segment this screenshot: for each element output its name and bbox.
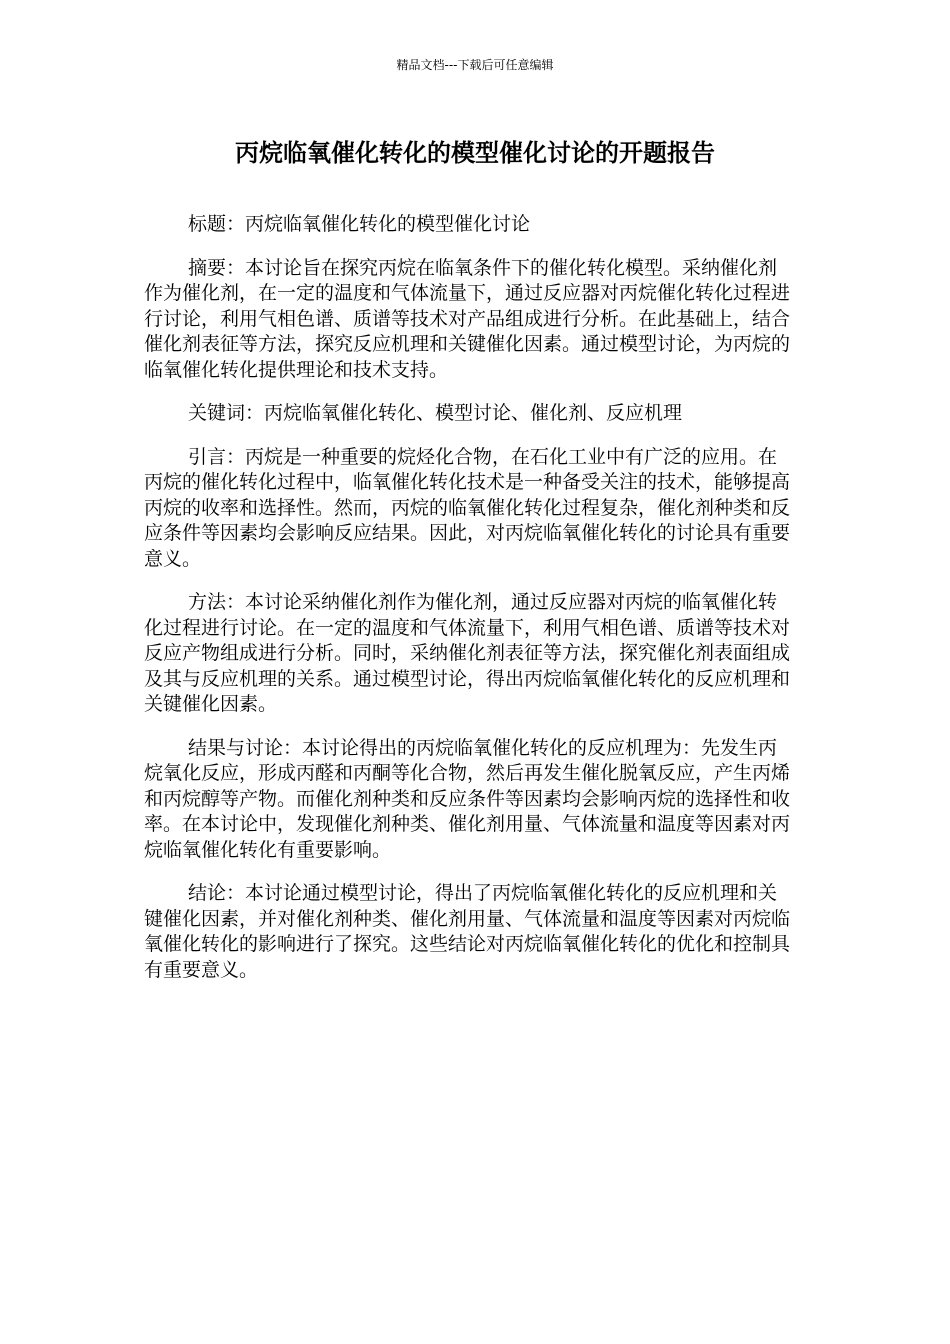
section-label: 结果与讨论： bbox=[188, 736, 303, 759]
section-label: 结论： bbox=[188, 882, 246, 904]
section-conclusion bbox=[144, 881, 796, 983]
section-label: 引言： bbox=[188, 445, 246, 468]
document-body bbox=[144, 212, 796, 1001]
section-abstract bbox=[144, 256, 796, 384]
section-text: 丙烷是一种重要的烷烃化合物，在石化工业中有广泛的应用。在丙烷的催化转化过程中，临氧催化转化技术是一种备受关注的技术，能够提高丙烷的收率和选择性。然而，丙烷的临氧催化转化过程复杂，催化剂种类和反应条件等因素均会影响反应结果。因此，对丙烷临氧催化转化的讨论具有重要意义。 bbox=[144, 445, 791, 570]
section-label: 摘要： bbox=[188, 256, 246, 279]
section-title-field bbox=[144, 212, 796, 238]
section-text: 本讨论得出的丙烷临氧催化转化的反应机理为：先发生丙烷氧化反应，形成丙醛和丙酮等化合物，然后再发生催化脱氧反应，产生丙烯和丙烷醇等产物。而催化剂种类和反应条件等因素均会影响丙烷的选择性和收率。在本讨论中，发现催化剂种类、催化剂用量、气体流量和温度等因素对丙烷临氧催化转化有重要影响。 bbox=[144, 736, 791, 861]
section-text: 丙烷临氧催化转化的模型催化讨论 bbox=[245, 213, 531, 235]
section-label: 标题： bbox=[188, 213, 246, 235]
page-title: 丙烷临氧催化转化的模型催化讨论的开题报告 bbox=[235, 139, 715, 167]
section-text: 本讨论采纳催化剂作为催化剂，通过反应器对丙烷的临氧催化转化过程进行讨论。在一定的温度和气体流量下，利用气相色谱、质谱等技术对反应产物组成进行分析。同时，采纳催化剂表征等方法，探究催化剂表面组成及其与反应机理的关系。通过模型讨论，得出丙烷临氧催化转化的反应机理和关键催化因素。 bbox=[144, 591, 791, 715]
section-text: 丙烷临氧催化转化、模型讨论、催化剂、反应机理 bbox=[264, 402, 683, 424]
header-note: 精品文档---下载后可任意编辑 bbox=[396, 58, 554, 72]
section-text: 本讨论通过模型讨论，得出了丙烷临氧催化转化的反应机理和关键催化因素，并对催化剂种类、催化剂用量、气体流量和温度等因素对丙烷临氧催化转化的影响进行了探究。这些结论对丙烷临氧催化转化的优化和控制具有重要意义。 bbox=[144, 882, 791, 981]
section-label: 关键词： bbox=[188, 402, 265, 424]
section-text: 本讨论旨在探究丙烷在临氧条件下的催化转化模型。采纳催化剂作为催化剂，在一定的温度和气体流量下，通过反应器对丙烷催化转化过程进行讨论，利用气相色谱、质谱等技术对产品组成进行分析。在此基础上，结合催化剂表征等方法，探究反应机理和关键催化因素。通过模型讨论，为丙烷的临氧催化转化提供理论和技术支持。 bbox=[144, 256, 791, 381]
section-label: 方法： bbox=[188, 591, 246, 613]
section-keywords bbox=[144, 401, 796, 427]
section-results-discussion bbox=[144, 736, 796, 864]
section-methods bbox=[144, 590, 796, 718]
section-introduction bbox=[144, 445, 796, 573]
